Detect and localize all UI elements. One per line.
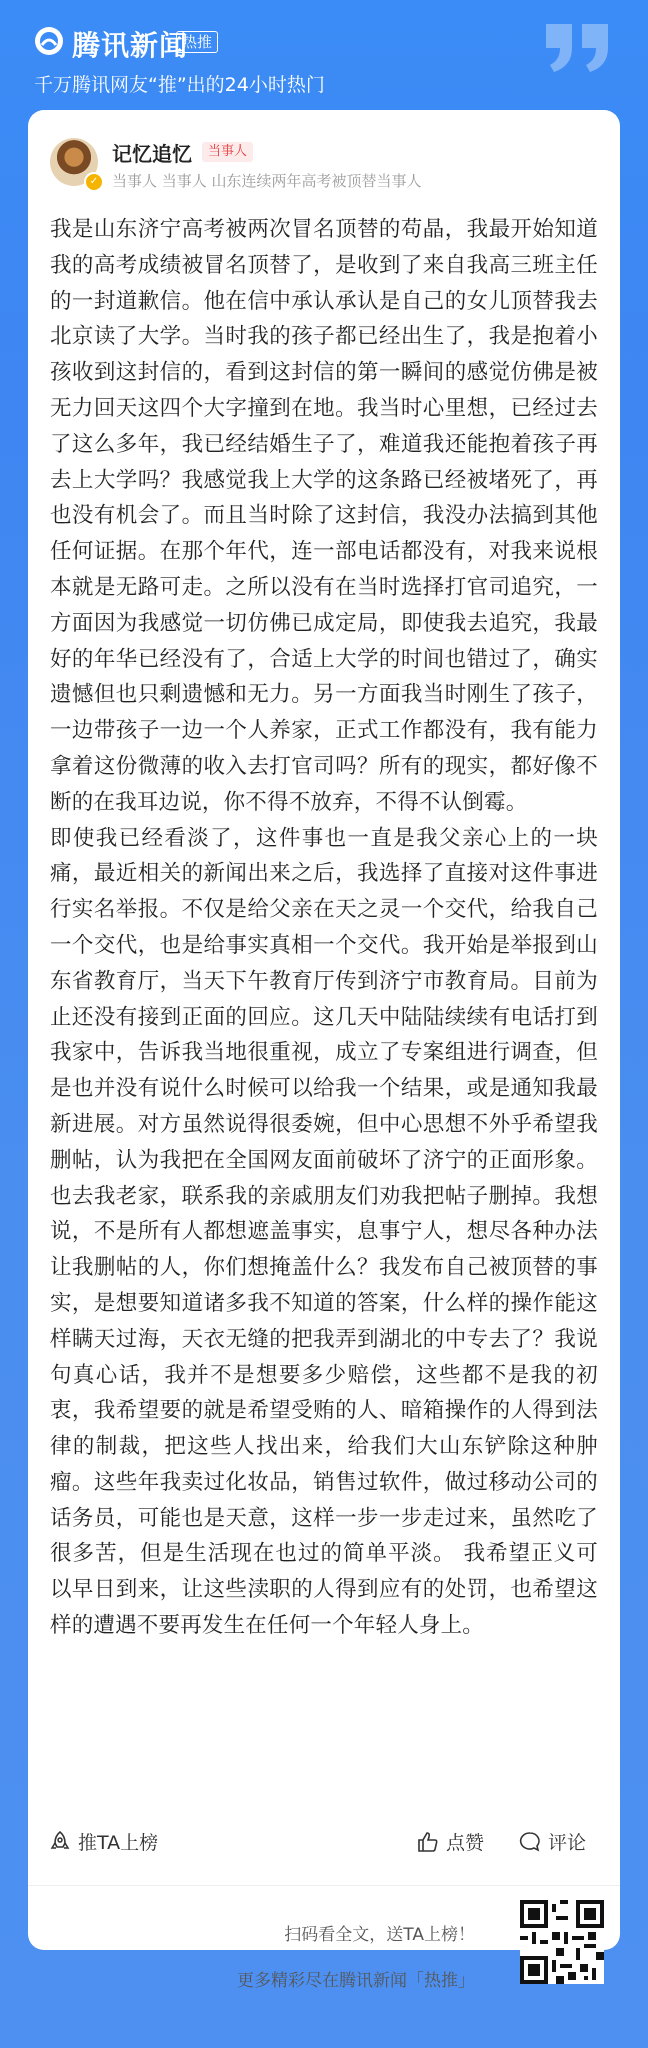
brand-name: 腾讯新闻 [72, 29, 189, 62]
article-paragraph: 即使我已经看淡了，这件事也一直是我父亲心上的一块痛，最近相关的新闻出来之后，我选择了直接对这件事进行实名举报。不仅是给父亲在天之灵一个交代，给我自己一个交代，也是给事实真相一个交代。我开始是举报到山东省教育厅，当天下午教育厅传到济宁市教育局。目前为止还没有接到正面的回应。这几天中陆陆续续有电话打到我家中，告诉我当地很重视，成立了专案组进行调查，但是也并没有说什么时候可以给我一个结果，或是通知我最新进展。对方虽然说得很委婉，但中心思想不外乎希望我删帖，认为我把在全国网友面前破坏了济宁的正面形象。也去我老家，联系我的亲戚朋友们劝我把帖子删掉。我想说，不是所有人都想遮盖事实，息事宁人，想尽各种办法让我删帖的人，你们想掩盖什么？我发布自己被顶替的事实，是想要知道诸多我不知道的答案，什么样的操作能这样瞒天过海，天衣无缝的把我弄到湖北的中专去了？我说句真心话，我并不是想要多少赔偿，这些都不是我的初衷，我希望要的就是希望受贿的人、暗箱操作的人得到法律的制裁，把这些人找出来，给我们大山东铲除这种肿瘤。这些年我卖过化妆品，销售过软件，做过移动公司的话务员，可能也是天意，这样一步一步走过来，虽然吃了很多苦，但是生活现在也过的简单平淡。 我希望正义可以早日到来，让这些渎职的人得到应有的处罚，也希望这样的遭遇不要再发生在任何一个年轻人身上。 [50, 825, 598, 1639]
verified-badge-icon: ✓ [84, 172, 104, 192]
tencent-news-logo-icon [34, 26, 64, 56]
quote-mark-icon [542, 20, 614, 76]
comment-label: 评论 [548, 1832, 587, 1854]
footer-more-text: 更多精彩尽在腾讯新闻「热推」 [237, 1971, 475, 1991]
like-button[interactable] [416, 1828, 484, 1855]
recommend-button[interactable] [48, 1828, 158, 1855]
post-card [28, 110, 620, 1991]
comment-button[interactable] [518, 1828, 586, 1855]
divider [28, 1885, 620, 1886]
qr-code-icon[interactable] [520, 1900, 604, 1984]
header [0, 0, 648, 110]
author-name[interactable]: 记忆追忆 [112, 142, 192, 166]
action-bar [28, 1828, 620, 1868]
hot-badge: 热推 [176, 31, 218, 53]
header-subtitle: 千万腾讯网友“推”出的24小时热门 [34, 74, 325, 96]
footer-scan-text: 扫码看全文，送TA上榜！ [284, 1925, 475, 1945]
thumbs-up-icon [416, 1830, 440, 1854]
rocket-icon [48, 1830, 72, 1854]
recommend-label: 推TA上榜 [78, 1832, 159, 1854]
role-tag: 当事人 [202, 142, 253, 162]
comment-bubble-icon [518, 1830, 542, 1854]
article-body [50, 212, 598, 1644]
like-label: 点赞 [446, 1832, 485, 1854]
article-paragraph: 我是山东济宁高考被两次冒名顶替的苟晶，我最开始知道我的高考成绩被冒名顶替了，是收到了来自我高三班主任的一封道歉信。他在信中承认承认是自己的女儿顶替我去北京读了大学。当时我的孩子都已经出生了，我是抱着小孩收到这封信的，看到这封信的第一瞬间的感觉仿佛是被无力回天这四个大字撞到在地。我当时心里想，已经过去了这么多年，我已经结婚生子了，难道我还能抱着孩子再去上大学吗？我感觉我上大学的这条路已经被堵死了，再也没有机会了。而且当时除了这封信，我没办法搞到其他任何证据。在那个年代，连一部电话都没有，对我来说根本就是无路可走。之所以没有在当时选择打官司追究，一方面因为我感觉一切仿佛已成定局，即使我去追究，我最好的年华已经没有了，合适上大学的时间也错过了，确实遗憾但也只剩遗憾和无力。另一方面我当时刚生了孩子，一边带孩子一边一个人养家，正式工作都没有，我有能力拿着这份微薄的收入去打官司吗？所有的现实，都好像不断的在我耳边说，你不得不放弃，不得不认倒霉。 [50, 217, 598, 815]
author-description: 当事人 当事人 山东连续两年高考被顶替当事人 [112, 172, 422, 190]
